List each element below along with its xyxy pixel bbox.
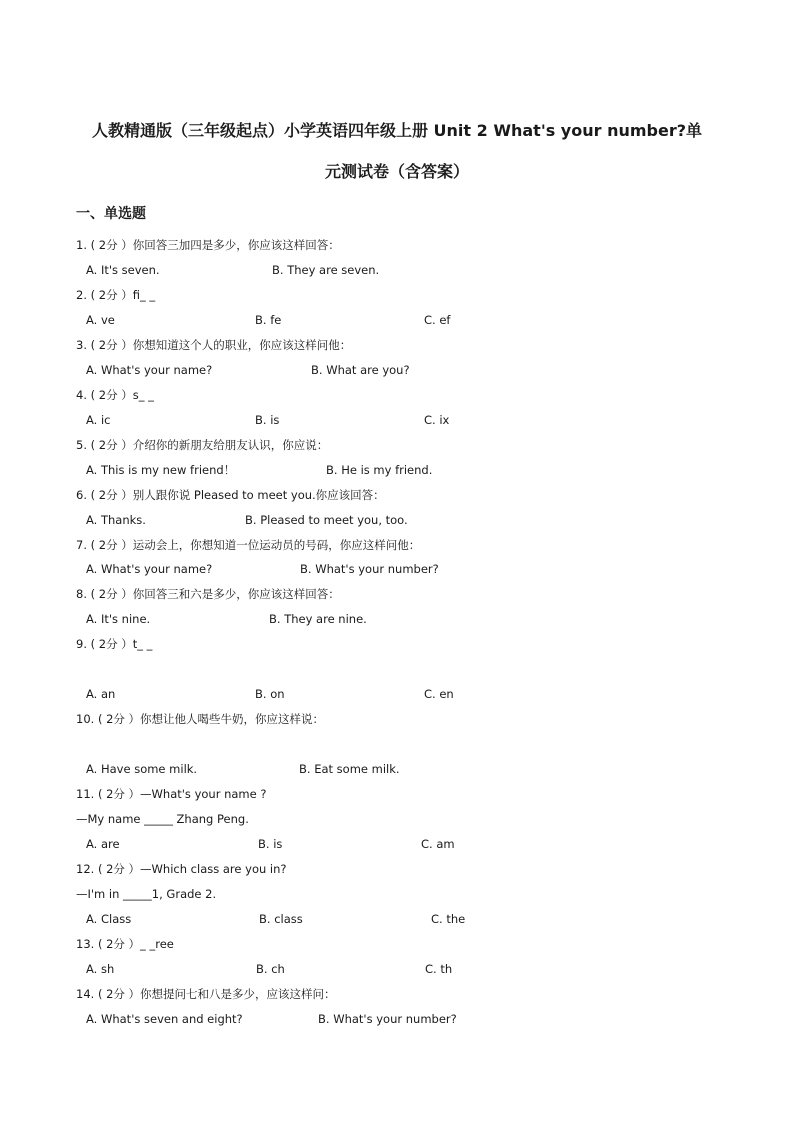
question-option: A. an: [86, 687, 116, 701]
question-option: C. en: [424, 687, 454, 701]
question-option: B. Eat some milk.: [299, 762, 400, 776]
question-stem-continued: —My name _____ Zhang Peng.: [76, 812, 249, 826]
question-option: C. am: [421, 837, 455, 851]
question-option: C. ix: [424, 413, 450, 427]
question-option: B. class: [259, 912, 303, 926]
question-option: B. He is my friend.: [326, 463, 433, 477]
page-title: 人教精通版（三年级起点）小学英语四年级上册 Unit 2 What's your number?单: [91, 121, 703, 140]
question-option: A. ic: [86, 413, 111, 427]
question-option: B. What's your number?: [318, 1012, 457, 1026]
question-stem: 4. ( 2分 ）s_ _: [76, 388, 154, 402]
question-stem: 13. ( 2分 ）_ _ree: [76, 937, 174, 951]
question-stem: 12. ( 2分 ）—Which class are you in?: [76, 862, 287, 876]
question-option: B. What's your number?: [300, 562, 439, 576]
question-option: B. fe: [255, 313, 282, 327]
question-stem: 14. ( 2分 ）你想提问七和八是多少，应该这样问：: [76, 987, 336, 1001]
question-option: A. Thanks.: [86, 513, 146, 527]
question-option: B. They are nine.: [269, 612, 367, 626]
question-stem: 3. ( 2分 ）你想知道这个人的职业，你应该这样问他：: [76, 338, 352, 352]
question-option: A. sh: [86, 962, 115, 976]
question-option: A. It's nine.: [86, 612, 151, 626]
question-option: C. th: [425, 962, 453, 976]
question-stem: 6. ( 2分 ）别人跟你说 Pleased to meet you.你应该回答：: [76, 488, 385, 502]
question-option: A. What's your name?: [86, 562, 213, 576]
question-option: A. Have some milk.: [86, 762, 198, 776]
question-stem: 2. ( 2分 ）fi_ _: [76, 288, 156, 302]
question-option: B. Pleased to meet you, too.: [245, 513, 408, 527]
question-option: A. are: [86, 837, 120, 851]
question-stem: 7. ( 2分 ）运动会上，你想知道一位运动员的号码，你应这样问他：: [76, 538, 421, 552]
question-stem: 10. ( 2分 ）你想让他人喝些牛奶，你应这样说：: [76, 712, 325, 726]
question-option: B. What are you?: [311, 363, 410, 377]
question-option: B. is: [255, 413, 280, 427]
question-option: C. the: [431, 912, 466, 926]
question-option: A. Class: [86, 912, 132, 926]
question-option: C. ef: [424, 313, 451, 327]
question-stem: 11. ( 2分 ）—What's your name ?: [76, 787, 267, 801]
question-stem: 9. ( 2分 ）t_ _: [76, 637, 153, 651]
question-option: A. ve: [86, 313, 115, 327]
page-title-continued: 元测试卷（含答案）: [324, 162, 469, 181]
question-option: B. is: [258, 837, 283, 851]
question-stem-continued: —I'm in _____1, Grade 2.: [76, 887, 217, 901]
question-stem: 8. ( 2分 ）你回答三和六是多少，你应该这样回答：: [76, 587, 340, 601]
question-stem: 1. ( 2分 ）你回答三加四是多少，你应该这样回答：: [76, 238, 340, 252]
question-option: A. This is my new friend！: [86, 463, 236, 477]
question-option: B. on: [255, 687, 285, 701]
question-option: B. They are seven.: [272, 263, 380, 277]
question-option: A. It's seven.: [86, 263, 160, 277]
section-heading: 一、单选题: [76, 206, 146, 222]
question-option: A. What's your name?: [86, 363, 213, 377]
question-option: A. What's seven and eight?: [86, 1012, 243, 1026]
question-option: B. ch: [256, 962, 285, 976]
question-stem: 5. ( 2分 ）介绍你的新朋友给朋友认识，你应说：: [76, 438, 329, 452]
